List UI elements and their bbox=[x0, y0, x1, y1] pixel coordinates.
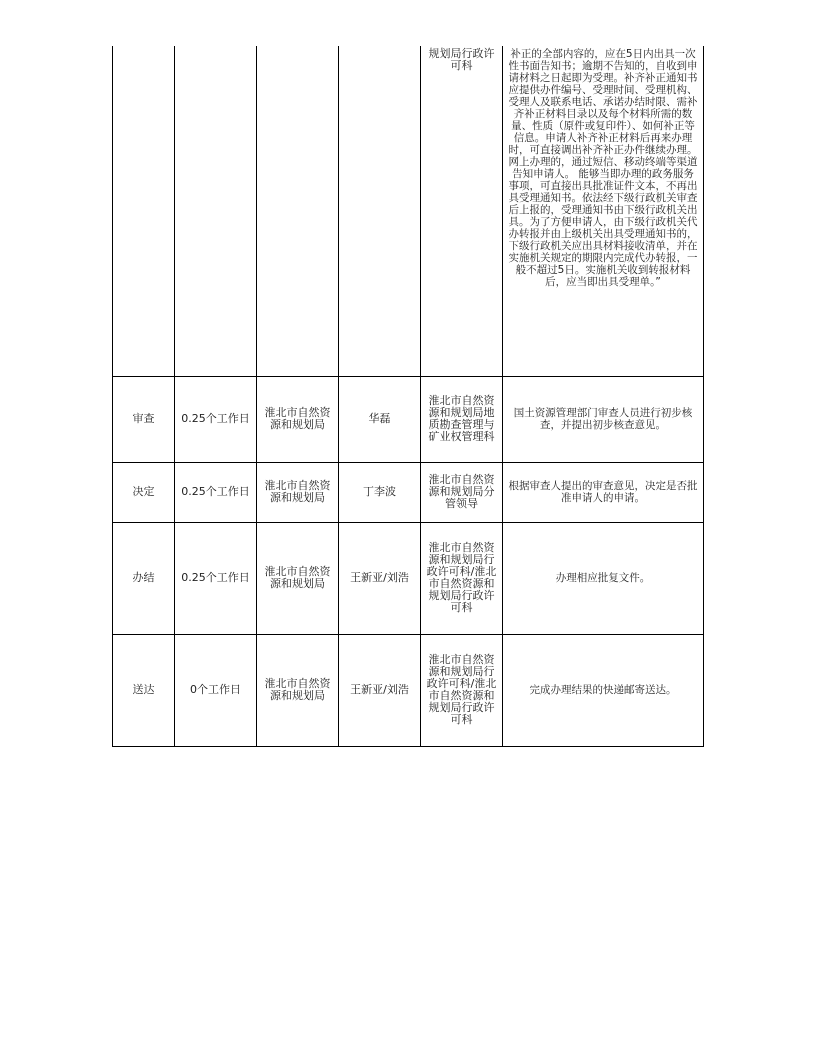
step-cell: 送达 bbox=[113, 634, 175, 746]
step-cell bbox=[113, 46, 175, 376]
time-limit-cell: 0.25个工作日 bbox=[175, 376, 257, 462]
step-cell: 审查 bbox=[113, 376, 175, 462]
department-cell: 淮北市自然资源和规划局行政许可科/淮北市自然资源和规划局行政许可科 bbox=[421, 522, 503, 634]
time-limit-cell: 0.25个工作日 bbox=[175, 462, 257, 522]
organization-cell: 淮北市自然资源和规划局 bbox=[257, 522, 339, 634]
responsible-person-cell: 丁李波 bbox=[339, 462, 421, 522]
process-table bbox=[112, 46, 704, 747]
description-cell: 补正的全部内容的，应在5日内出具一次性书面告知书；逾期不告知的，自收到申请材料之日起即为受理。补齐补正通知书应提供办件编号、受理时间、受理机构、受理人及联系电话、承诺办结时限、需补齐补正材料目录以及每个材料所需的数量、性质（原件或复印件）、如何补正等信息。申请人补齐补正材料后再来办理时，可直接调出补齐补正办件继续办理。 网上办理的，通过短信、移动终端等渠道告知申请人。 能够当即办理的政务服务事项，可直接出具批准证件文本，不再出具受理通知书。依法经下级行政机关审查后上报的，受理通知书由下级行政机关出具。为了方便申请人，由下级行政机关代办转报并由上级机关出具受理通知书的，下级行政机关应出具材料接收清单，并在实施机关规定的期限内完成代办转报，一般不超过5日。实施机关收到转报材料后，应当即出具受理单。” bbox=[503, 46, 704, 376]
step-cell: 决定 bbox=[113, 462, 175, 522]
table-row bbox=[113, 522, 704, 634]
department-cell: 淮北市自然资源和规划局分管领导 bbox=[421, 462, 503, 522]
organization-cell: 淮北市自然资源和规划局 bbox=[257, 634, 339, 746]
time-limit-cell: 0.25个工作日 bbox=[175, 522, 257, 634]
table-row bbox=[113, 462, 704, 522]
table-row bbox=[113, 634, 704, 746]
step-cell: 办结 bbox=[113, 522, 175, 634]
table-row bbox=[113, 46, 704, 376]
time-limit-cell bbox=[175, 46, 257, 376]
department-cell: 规划局行政许可科 bbox=[421, 46, 503, 376]
department-cell: 淮北市自然资源和规划局地质勘查管理与矿业权管理科 bbox=[421, 376, 503, 462]
responsible-person-cell: 王新亚/刘浩 bbox=[339, 634, 421, 746]
responsible-person-cell bbox=[339, 46, 421, 376]
responsible-person-cell: 王新亚/刘浩 bbox=[339, 522, 421, 634]
table-row bbox=[113, 376, 704, 462]
description-cell: 办理相应批复文件。 bbox=[503, 522, 704, 634]
organization-cell: 淮北市自然资源和规划局 bbox=[257, 376, 339, 462]
time-limit-cell: 0个工作日 bbox=[175, 634, 257, 746]
description-cell: 完成办理结果的快递邮寄送达。 bbox=[503, 634, 704, 746]
organization-cell bbox=[257, 46, 339, 376]
department-cell: 淮北市自然资源和规划局行政许可科/淮北市自然资源和规划局行政许可科 bbox=[421, 634, 503, 746]
description-cell: 根据审查人提出的审查意见，决定是否批准申请人的申请。 bbox=[503, 462, 704, 522]
organization-cell: 淮北市自然资源和规划局 bbox=[257, 462, 339, 522]
responsible-person-cell: 华磊 bbox=[339, 376, 421, 462]
description-cell: 国土资源管理部门审查人员进行初步核查，并提出初步核查意见。 bbox=[503, 376, 704, 462]
